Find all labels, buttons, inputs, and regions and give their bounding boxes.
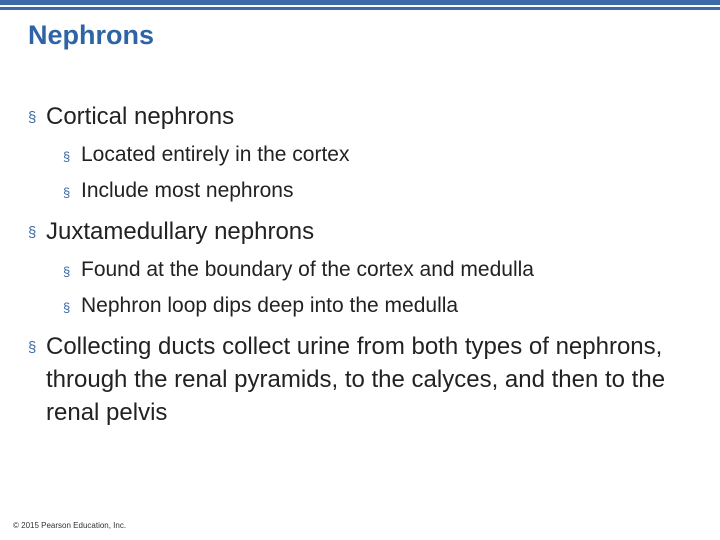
top-bar-thick-line	[0, 0, 720, 5]
bullet-icon: §	[63, 149, 71, 164]
bullet-text: Cortical nephrons	[46, 103, 235, 130]
top-decorative-bar	[0, 0, 720, 12]
sub-bullet-text: Include most nephrons	[81, 179, 294, 202]
bullet-icon: §	[63, 264, 71, 279]
bullet-cortical-nephrons	[28, 100, 688, 133]
bullet-text: Juxtamedullary nephrons	[46, 218, 315, 245]
slide-title: Nephrons	[28, 20, 155, 50]
sub-bullet-most-nephrons	[63, 173, 688, 209]
sub-bullet-nephron-loop	[63, 288, 688, 324]
top-bar-thin-line	[0, 7, 720, 10]
sub-bullet-text: Nephron loop dips deep into the medulla	[81, 294, 459, 317]
copyright-footer: © 2015 Pearson Education, Inc.	[13, 521, 127, 530]
sub-bullet-boundary	[63, 252, 688, 288]
sub-bullet-located-in-cortex	[63, 137, 688, 173]
sub-bullet-text: Found at the boundary of the cortex and medulla	[81, 258, 534, 281]
bullet-text: Collecting ducts collect urine from both types of nephrons, through the renal pyramids, to the calyces, and then to the renal pelvis	[46, 333, 666, 426]
sub-bullet-text: Located entirely in the cortex	[81, 143, 350, 166]
bullet-icon: §	[28, 224, 37, 241]
bullet-juxtamedullary-nephrons	[28, 215, 688, 248]
bullet-icon: §	[28, 339, 37, 356]
bullet-icon: §	[28, 109, 37, 126]
bullet-collecting-ducts	[28, 330, 688, 429]
bullet-icon: §	[63, 185, 71, 200]
slide-content	[28, 100, 688, 429]
bullet-icon: §	[63, 300, 71, 315]
